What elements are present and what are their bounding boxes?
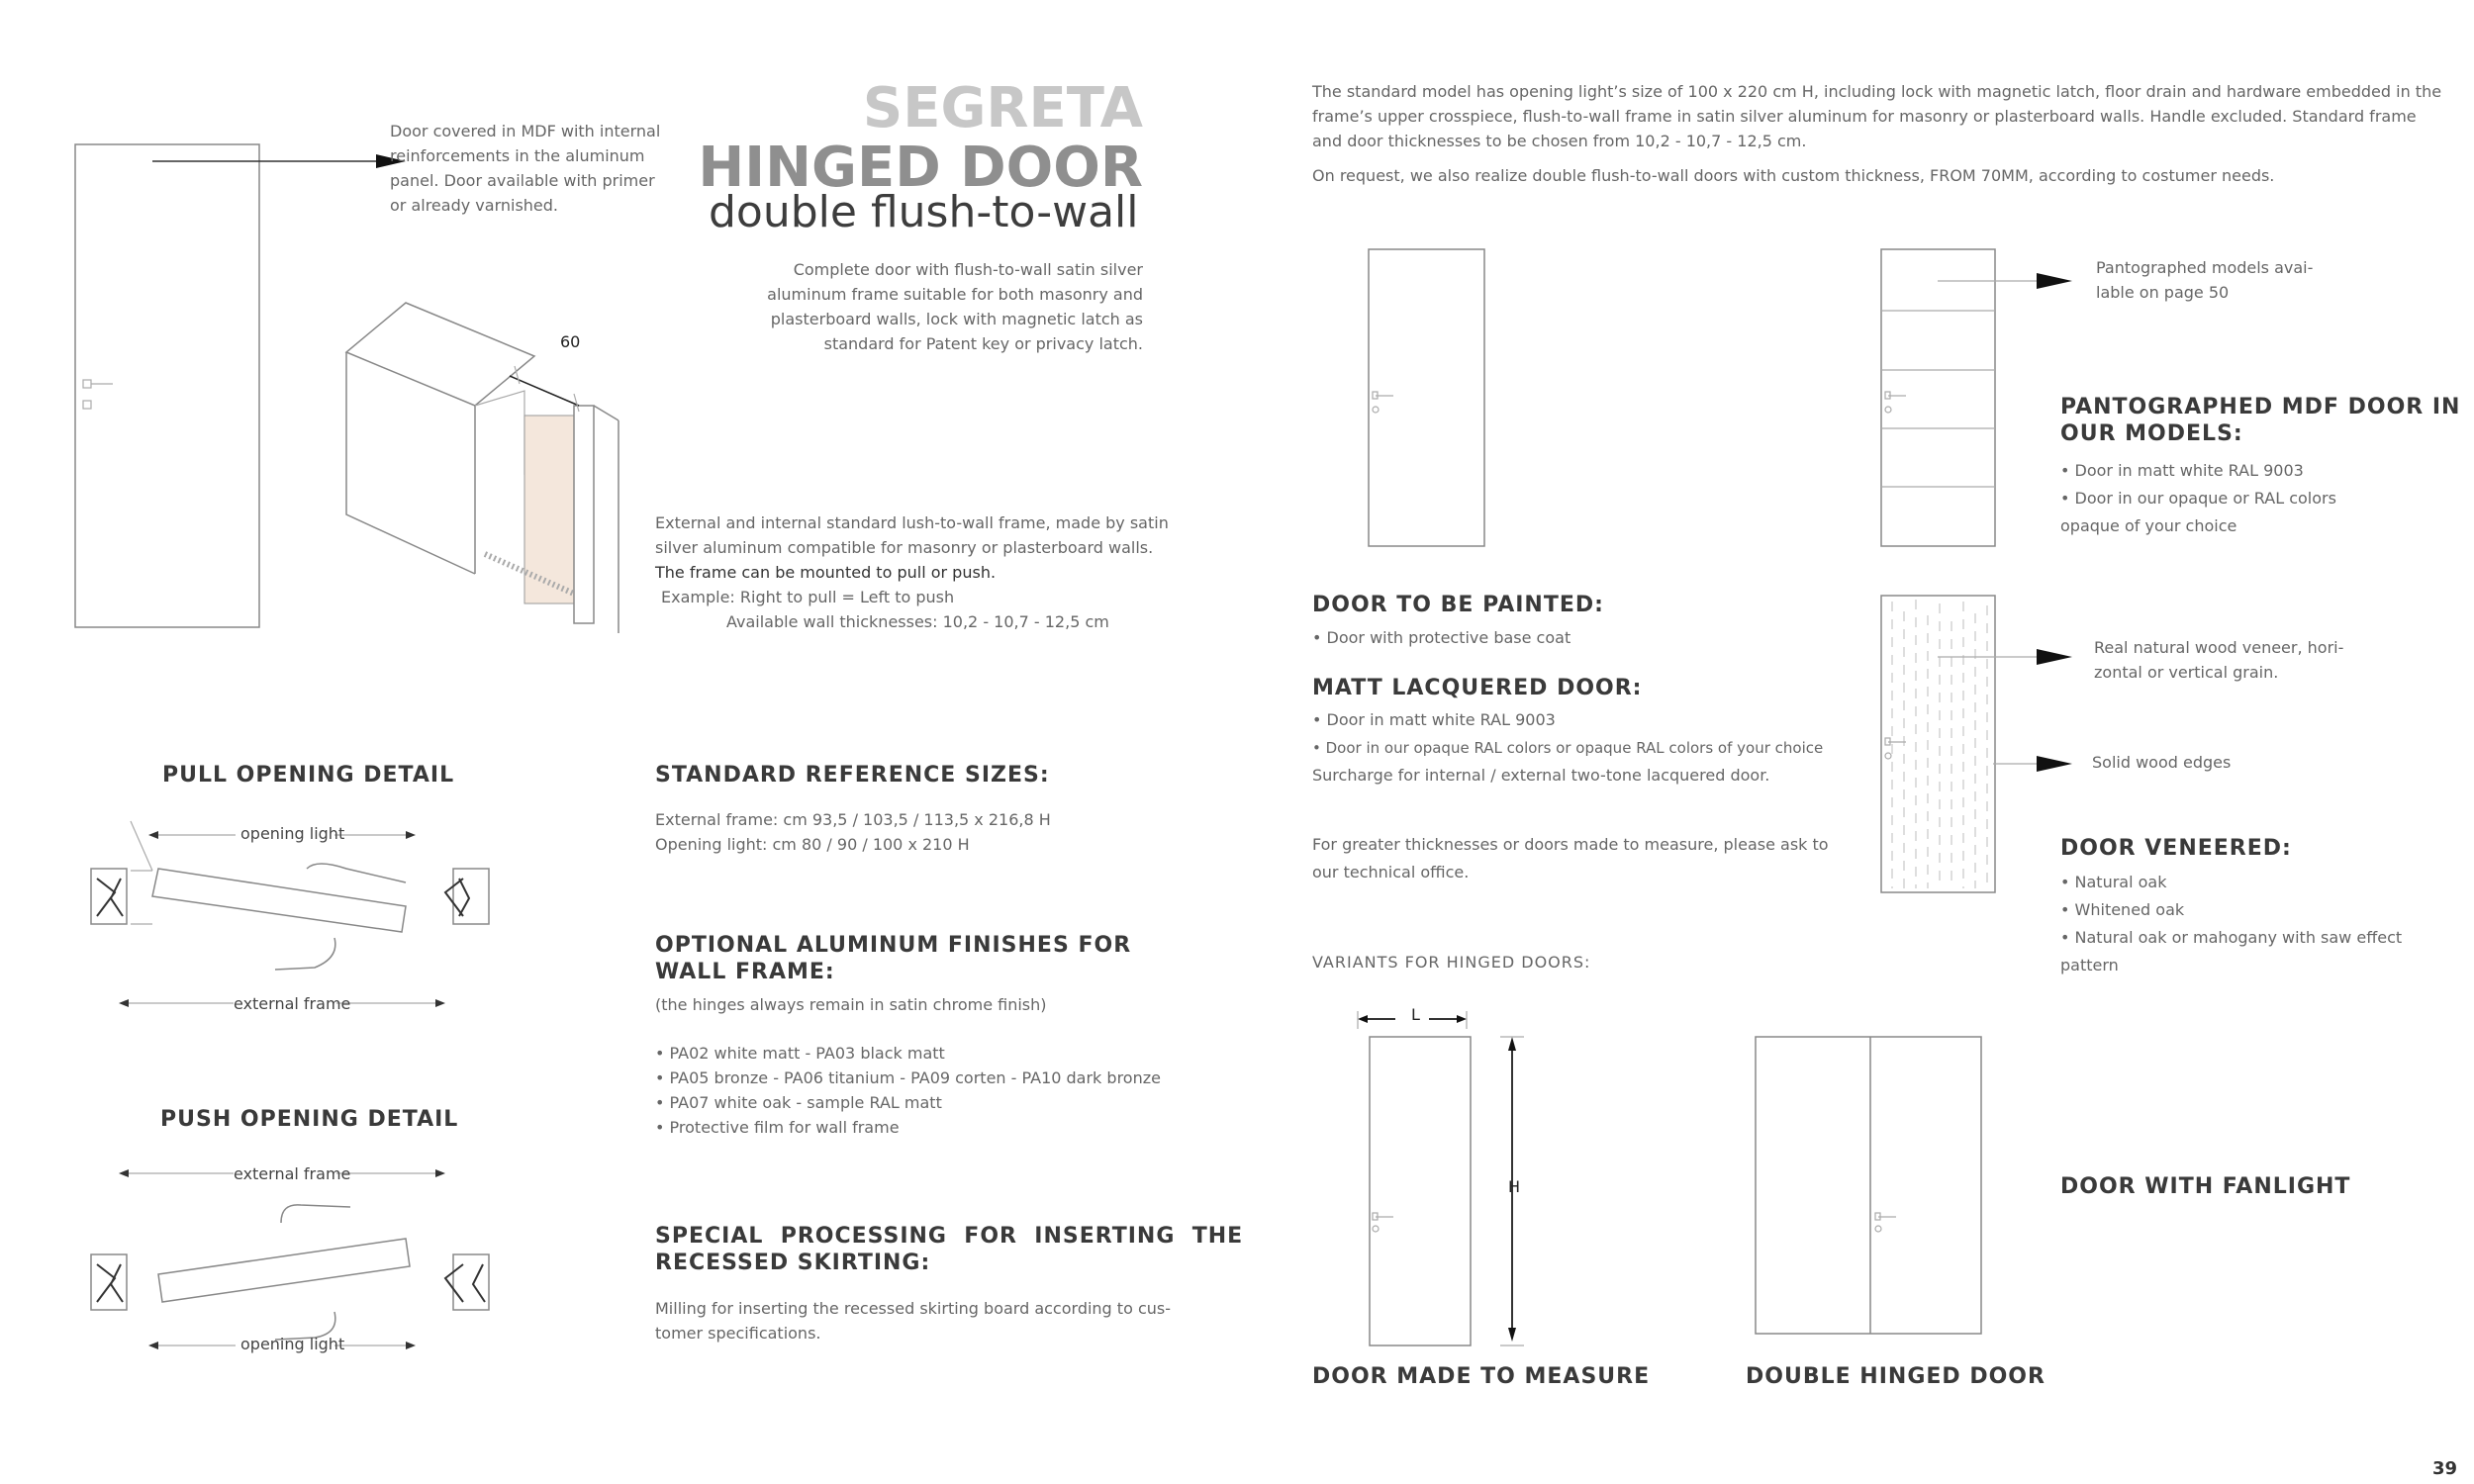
dimension-60-label: 60 <box>560 332 581 351</box>
double-hinged-door-drawing <box>1752 1033 1999 1340</box>
pull-external-frame-label: external frame <box>234 994 351 1013</box>
painted-title: DOOR TO BE PAINTED: <box>1312 593 1604 617</box>
plain-door-drawing <box>1366 245 1494 552</box>
painted-item: • Door with protective base coat <box>1312 625 1570 650</box>
push-opening-title: PUSH OPENING DETAIL <box>160 1107 459 1132</box>
door-made-to-measure-drawing <box>1356 1005 1554 1361</box>
intro-text: The standard model has opening light’s size of 100 x 220 cm H, including lock with magnetic latch, floor drain and hardware embedded in the frame’s upper crosspiece, flush-to-wall frame in satin silver aluminum for masonry or plasterboard walls. Handle excluded. Standard frame and door thicknesses to be chosen from 10,2 - 10,7 - 12,5 cm. <box>1312 82 2442 150</box>
pantographed-note: Pantographed models avai- lable on page 50 <box>2096 258 2314 302</box>
skirting-title: SPECIAL PROCESSING FOR INSERTING THE RECESSED SKIRTING: <box>655 1224 1244 1275</box>
product-description: Complete door with flush-to-wall satin silver aluminum frame suitable for both masonry and plasterboard walls, lock with magnetic latch as standard for Patent key or privacy latch. <box>767 260 1143 353</box>
finishes-list: • PA02 white matt - PA03 black matt • PA05 bronze - PA06 titanium - PA09 corten - PA10 dark bronze • PA07 white oak - sample RAL matt • Protective film for wall frame <box>655 1041 1161 1140</box>
frame-description: External and internal standard lush-to-wall frame, made by satin silver aluminum compatible for masonry or plasterboard walls. The frame can be mounted to pull or push. Example: Right to pull = Left to push Available wall thicknesses: 10,2 - 10,7 - 12,5 cm <box>655 513 1169 631</box>
pantographed-title: PANTOGRAPHED MDF DOOR IN OUR MODELS: <box>2060 395 2461 446</box>
pantographed-list: • Door in matt white RAL 9003 • Door in our opaque or RAL colors opaque of your choice <box>2060 457 2336 540</box>
greater-thickness-note: For greater thicknesses or doors made to measure, please ask to our technical office. <box>1312 835 1829 881</box>
push-opening-light-label: opening light <box>240 1335 345 1353</box>
subtitle: double flush-to-wall <box>709 187 1139 237</box>
finishes-title: OPTIONAL ALUMINUM FINISHES FOR WALL FRAME: <box>655 933 1132 984</box>
variants-label: VARIANTS FOR HINGED DOORS: <box>1312 953 1591 972</box>
sizes-list: External frame: cm 93,5 / 103,5 / 113,5 x 216,8 H Opening light: cm 80 / 90 / 100 x 210 H <box>655 810 1051 854</box>
pull-opening-drawing <box>87 821 483 1019</box>
pull-opening-light-label: opening light <box>240 824 345 843</box>
skirting-text: Milling for inserting the recessed skirting board according to cus- tomer specifications. <box>655 1299 1171 1343</box>
product-title: HINGED DOOR <box>698 136 1143 200</box>
brand-title: SEGRETA <box>862 76 1143 140</box>
lacquered-list: • Door in matt white RAL 9003 • Door in our opaque RAL colors or opaque RAL colors of your choice Surcharge for internal / external two-tone lacquered door. <box>1312 706 1823 789</box>
intro-text-2: On request, we also realize double flush-to-wall doors with custom thickness, FROM 70MM, according to costumer needs. <box>1312 166 2275 185</box>
door-note: Door covered in MDF with internal reinforcements in the aluminum panel. Door available with primer or already varnished. <box>390 122 661 215</box>
pull-opening-title: PULL OPENING DETAIL <box>162 763 455 788</box>
solid-edges-label: Solid wood edges <box>2092 753 2232 772</box>
veneered-list: • Natural oak • Whitened oak • Natural oak or mahogany with saw effect pattern <box>2060 869 2402 979</box>
veneer-note: Real natural wood veneer, hori- zontal or vertical grain. <box>2094 638 2344 682</box>
finishes-note: (the hinges always remain in satin chrome finish) <box>655 995 1047 1014</box>
page-number: 39 <box>2432 1458 2458 1479</box>
veneered-title: DOOR VENEERED: <box>2060 836 2292 861</box>
lacquered-title: MATT LACQUERED DOOR: <box>1312 676 1643 700</box>
double-hinged-door-title: DOUBLE HINGED DOOR <box>1746 1364 2046 1389</box>
isometric-frame-drawing <box>336 297 633 653</box>
dimension-L-label: L <box>1411 1005 1420 1024</box>
dimension-H-label: H <box>1508 1177 1521 1196</box>
door-made-to-measure-title: DOOR MADE TO MEASURE <box>1312 1364 1651 1389</box>
sizes-title: STANDARD REFERENCE SIZES: <box>655 763 1050 788</box>
door-with-fanlight-title: DOOR WITH FANLIGHT <box>2060 1174 2351 1199</box>
push-external-frame-label: external frame <box>234 1164 351 1183</box>
